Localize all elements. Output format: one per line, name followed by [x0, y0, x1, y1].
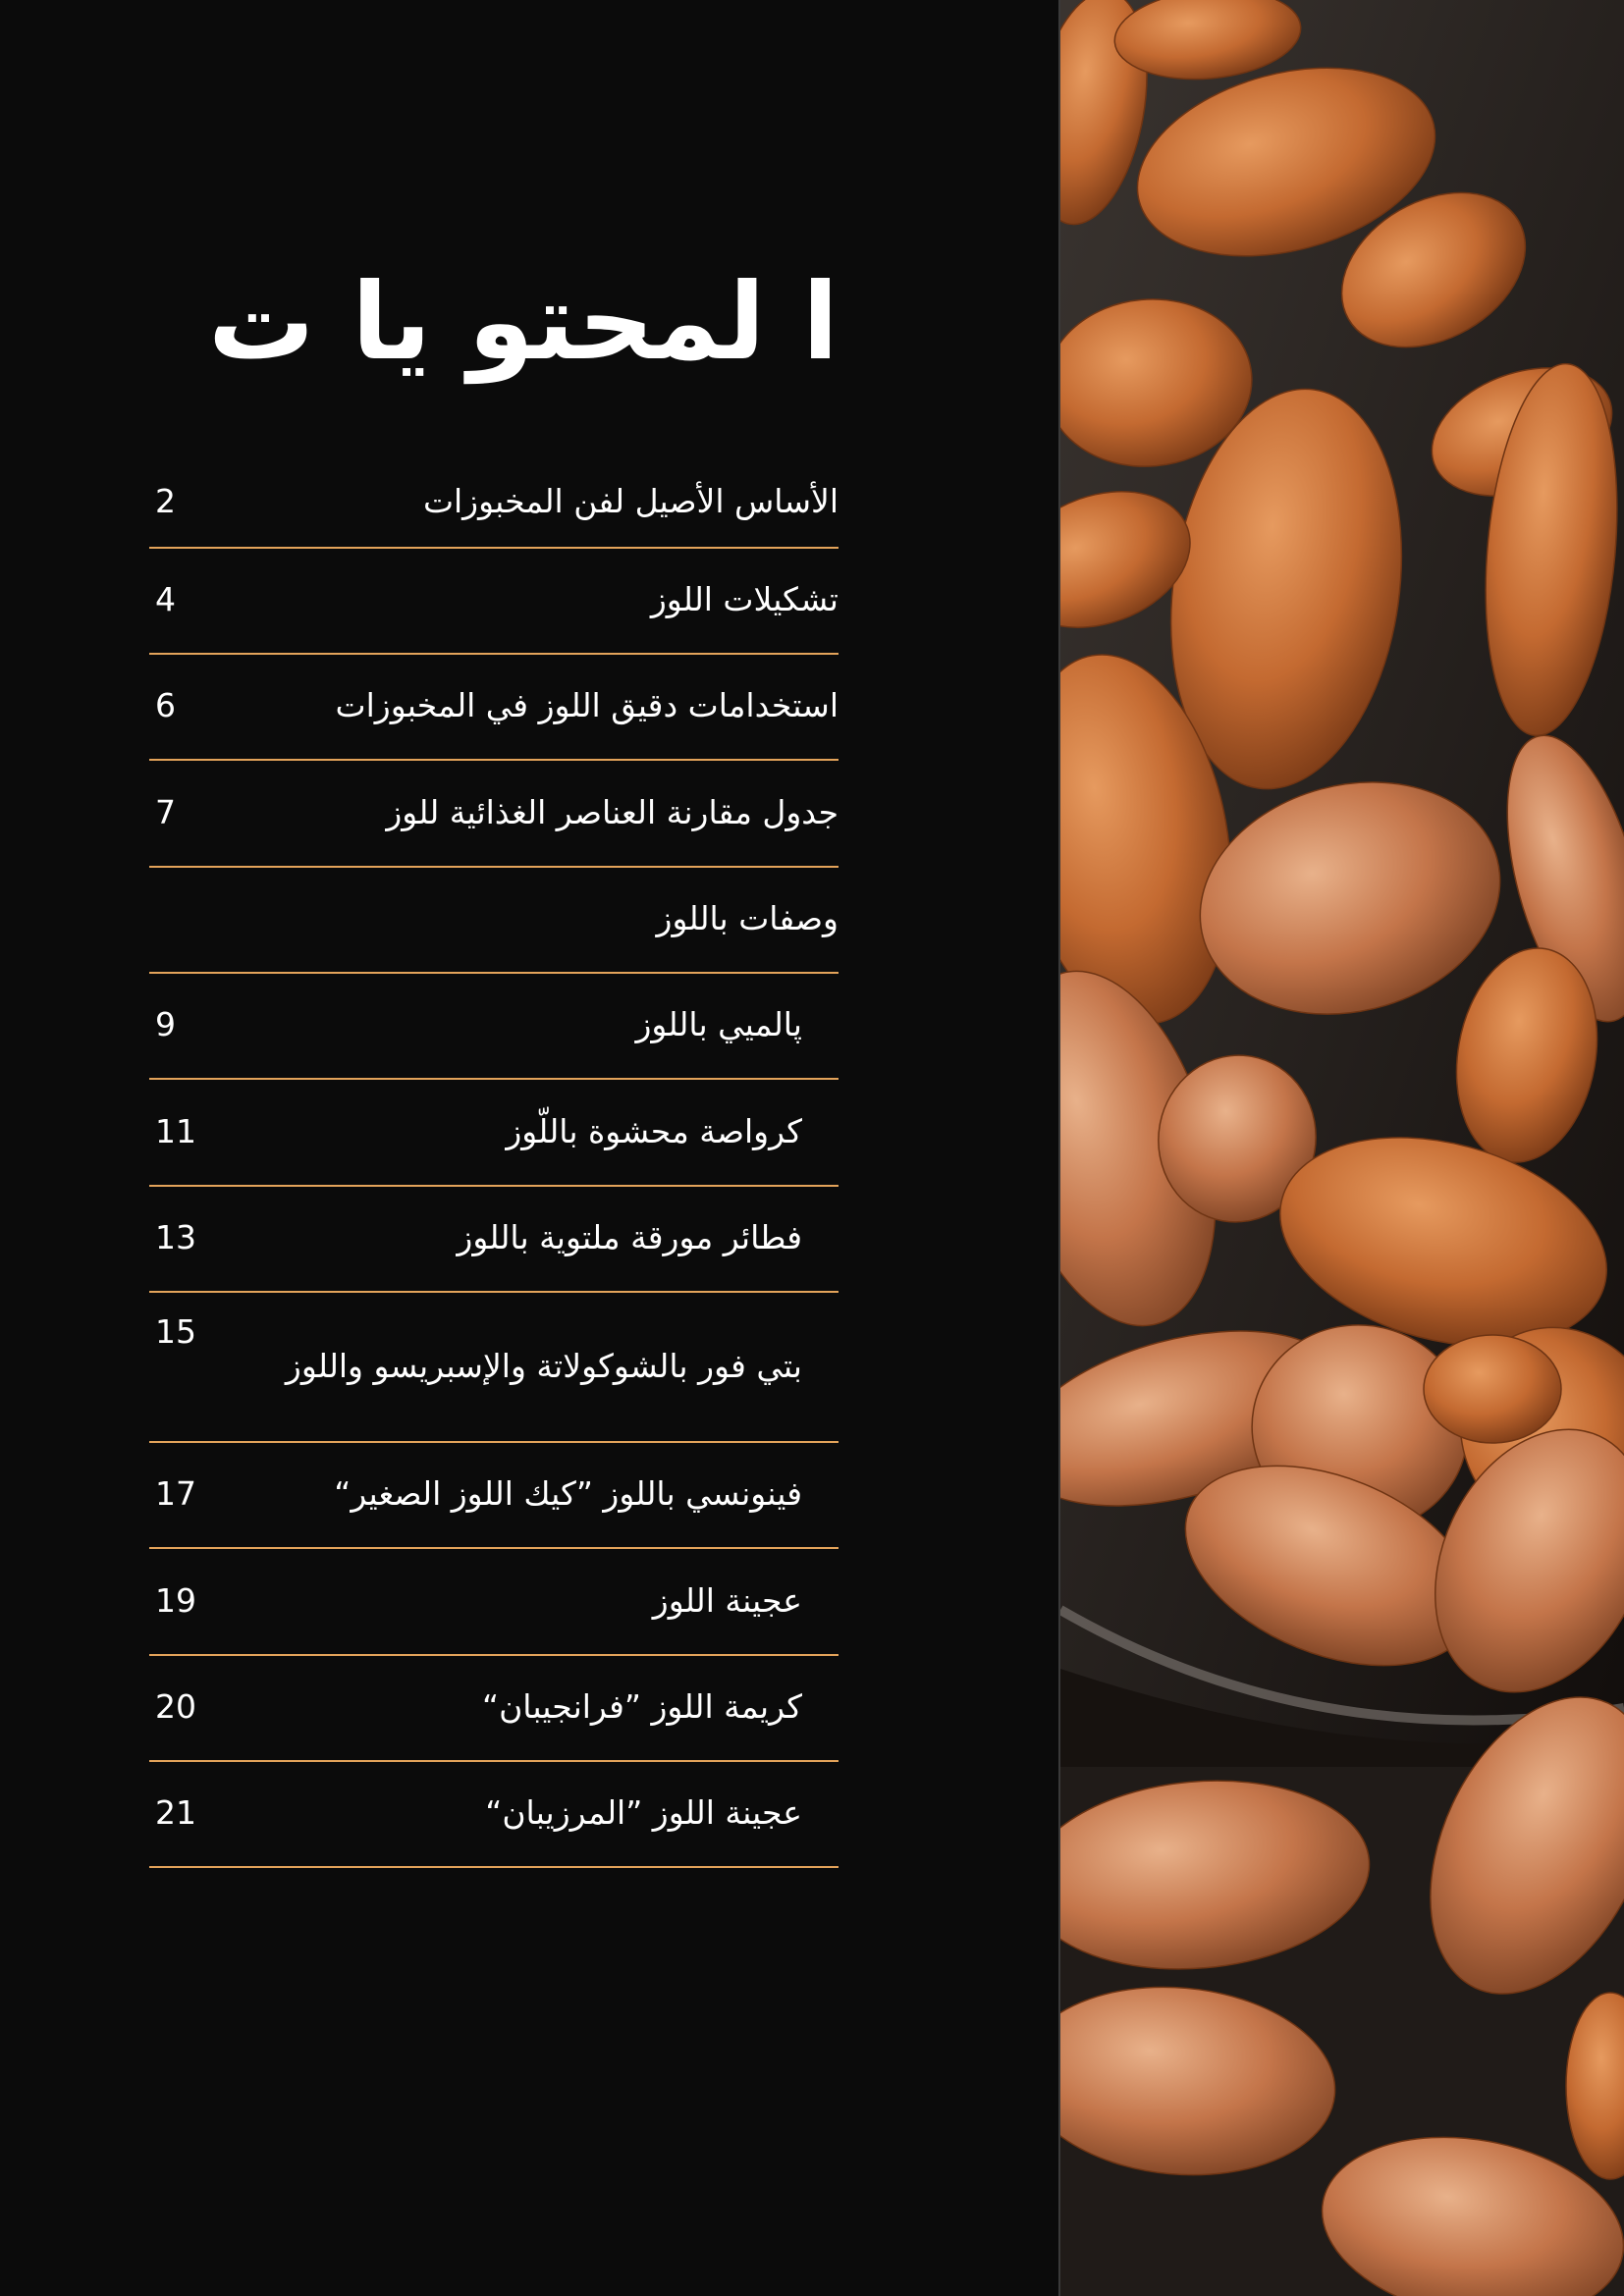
toc-item[interactable]: [149, 456, 839, 549]
toc-item-page: 4: [155, 580, 176, 619]
toc-item[interactable]: [149, 759, 839, 868]
toc-item-label: الأساس الأصيل لفن المخبوزات: [422, 481, 839, 520]
toc-item[interactable]: [149, 1654, 839, 1762]
toc-item-label: جدول مقارنة العناصر الغذائية للوز: [386, 792, 839, 831]
toc-item-label: عجينة اللوز: [652, 1580, 802, 1620]
almonds-illustration: [1060, 0, 1624, 2296]
toc-item[interactable]: [149, 1441, 839, 1549]
toc-item-label: فينونسي باللوز ”كيك اللوز الصغير“: [334, 1473, 802, 1513]
toc-item-label: وصفات باللوز: [656, 898, 839, 937]
toc-item[interactable]: [149, 1547, 839, 1656]
page-title: ا لمحتو يا ت: [207, 261, 839, 384]
toc-item-page: 21: [155, 1793, 196, 1833]
toc-item[interactable]: [149, 972, 839, 1080]
toc-item-page: 7: [155, 792, 176, 831]
toc-item-page: 19: [155, 1580, 196, 1620]
toc-item[interactable]: [149, 1760, 839, 1868]
almonds-photo: [1060, 0, 1624, 2296]
toc-item-label: استخدامات دقيق اللوز في المخبوزات: [335, 685, 839, 724]
toc-section-heading[interactable]: [149, 866, 839, 974]
toc-item-label: كريمة اللوز ”فرانجيبان“: [481, 1686, 802, 1726]
toc-item[interactable]: [149, 1291, 839, 1443]
toc-item-label: پالميي باللوز: [635, 1004, 802, 1043]
toc-item[interactable]: [149, 1078, 839, 1187]
toc-item-page: 11: [155, 1111, 196, 1150]
toc-item-page: 17: [155, 1474, 196, 1514]
toc-item-label: كرواصة محشوة باللّوز: [506, 1111, 802, 1150]
toc-item-page: 9: [155, 1005, 176, 1044]
toc-item-page: 6: [155, 686, 176, 725]
toc-item-label: بتي فور بالشوكولاتة والإسبريسو واللوز: [285, 1346, 802, 1385]
toc-item-page: 13: [155, 1218, 196, 1257]
toc-item-page: 20: [155, 1687, 196, 1727]
toc-item-label: فطائر مورقة ملتوية باللوز: [457, 1217, 802, 1256]
toc-item[interactable]: [149, 653, 839, 761]
toc-item-page: 2: [155, 482, 176, 521]
toc-item[interactable]: [149, 1185, 839, 1293]
toc-item-page: 15: [155, 1312, 196, 1351]
toc-item-label: تشكيلات اللوز: [650, 579, 839, 618]
toc-item-label: عجينة اللوز ”المرزيبان“: [485, 1792, 802, 1832]
toc-item[interactable]: [149, 547, 839, 655]
